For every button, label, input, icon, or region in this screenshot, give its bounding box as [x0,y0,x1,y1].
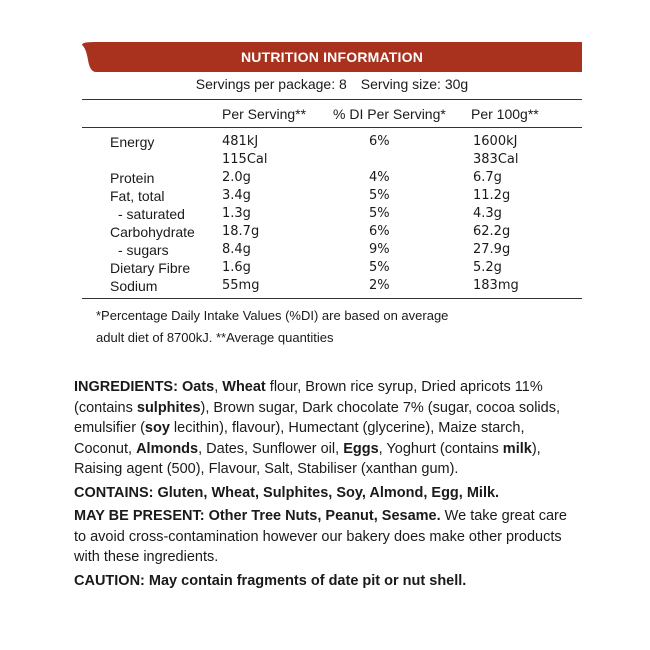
allergen-wheat: Wheat [222,379,266,395]
contains-text: CONTAINS: Gluten, Wheat, Sulphites, Soy, Almond, Egg, Milk. [74,484,500,501]
ingredients-text [74,377,574,480]
allergen-soy: soy [144,420,170,436]
per-100g-value: 6.7g [473,170,502,185]
nutrient-label: - saturated [118,206,185,222]
nutrient-label: Sodium [110,278,158,294]
di-value: 5% [369,260,390,275]
nutrient-label: Energy [110,134,155,150]
ingredient-text: , Yoghurt (contains [378,440,503,457]
per-100g-value: 5.2g [473,260,502,275]
ingredient-text: ), Brown sugar, Dark chocolate 7% (sugar, cocoa solids, emulsifier ( [74,399,560,436]
ingredients-section [74,377,574,591]
allergen-sulphites: sulphites [136,399,201,416]
caution-text: CAUTION: May contain fragments of date pit or nut shell. [74,572,467,589]
per-100g-value: 62.2g [473,224,511,239]
nutrient-label: Protein [110,170,155,186]
nutrient-label: Dietary Fibre [110,260,191,276]
di-value: 2% [369,278,390,293]
ingredients-heading: INGREDIENTS: [74,379,178,395]
footnote-line: *Percentage Daily Intake Values (%DI) are based on average [96,308,449,323]
caution-statement [74,571,574,592]
allergen-milk: milk [502,440,532,457]
ingredient-text: flour, Brown rice syrup, Dried apricots 11% (contains [74,379,543,416]
di-value: 5% [369,188,390,203]
allergen-oats: Oats [181,379,215,395]
contains-statement [74,483,574,504]
column-header-per-100g: Per 100g** [471,106,539,122]
nutrition-panel [82,42,582,360]
column-header-per-serving: Per Serving** [222,106,307,122]
per-100g-value: 183mg [473,278,519,293]
nutrition-title: NUTRITION INFORMATION [240,49,424,65]
per-100g-value: 27.9g [473,242,511,257]
divider [82,298,582,299]
column-header-di: % DI Per Serving* [333,106,446,122]
per-100g-value: 11.2g [473,188,511,203]
per-serving-value: 481kJ [222,134,259,149]
per-serving-value: 8.4g [222,242,251,257]
per-100g-value: 383Cal [473,152,519,167]
nutrition-header [82,42,582,72]
divider [82,127,582,128]
nutrient-label: Carbohydrate [110,224,195,240]
ingredient-text: lecithin), flavour), Humectant (glycerine), Maize starch, Coconut, [74,420,525,457]
may-be-present-text: We take great care to avoid cross-contamination however our bakery does make other products with these ingredients. [74,508,567,565]
di-value: 5% [369,206,390,221]
serving-size: Serving size: 30g [360,76,469,92]
ingredient-text: , [214,379,223,395]
may-be-present-statement [74,506,574,568]
per-serving-value: 55mg [222,278,260,293]
ingredient-text: , Dates, Sunflower oil, [198,440,344,457]
ingredient-text: ), Raising agent (500), Flavour, Salt, Stabiliser (xanthan gum). [74,440,541,477]
di-value: 9% [369,242,390,257]
divider [82,99,582,100]
servings-info [82,76,582,92]
per-serving-value: 18.7g [222,224,260,239]
per-serving-value: 1.3g [222,206,251,221]
per-serving-value: 3.4g [222,188,251,203]
nutrient-label: Fat, total [110,188,165,204]
per-serving-value: 2.0g [222,170,251,185]
allergen-almonds: Almonds [136,440,199,457]
per-serving-value: 115Cal [222,152,268,167]
di-value: 6% [369,134,390,149]
per-serving-value: 1.6g [222,260,251,275]
di-value: 6% [369,224,390,239]
footnote [96,305,576,349]
servings-per-package: Servings per package: 8 [195,76,347,92]
allergen-eggs: Eggs [343,440,379,457]
nutrient-label: - sugars [118,242,169,258]
footnote-line: adult diet of 8700kJ. **Average quantities [96,330,334,345]
may-be-present-heading: MAY BE PRESENT: Other Tree Nuts, Peanut, Sesame. [74,508,441,524]
per-100g-value: 1600kJ [473,134,518,149]
per-100g-value: 4.3g [473,206,502,221]
di-value: 4% [369,170,390,185]
